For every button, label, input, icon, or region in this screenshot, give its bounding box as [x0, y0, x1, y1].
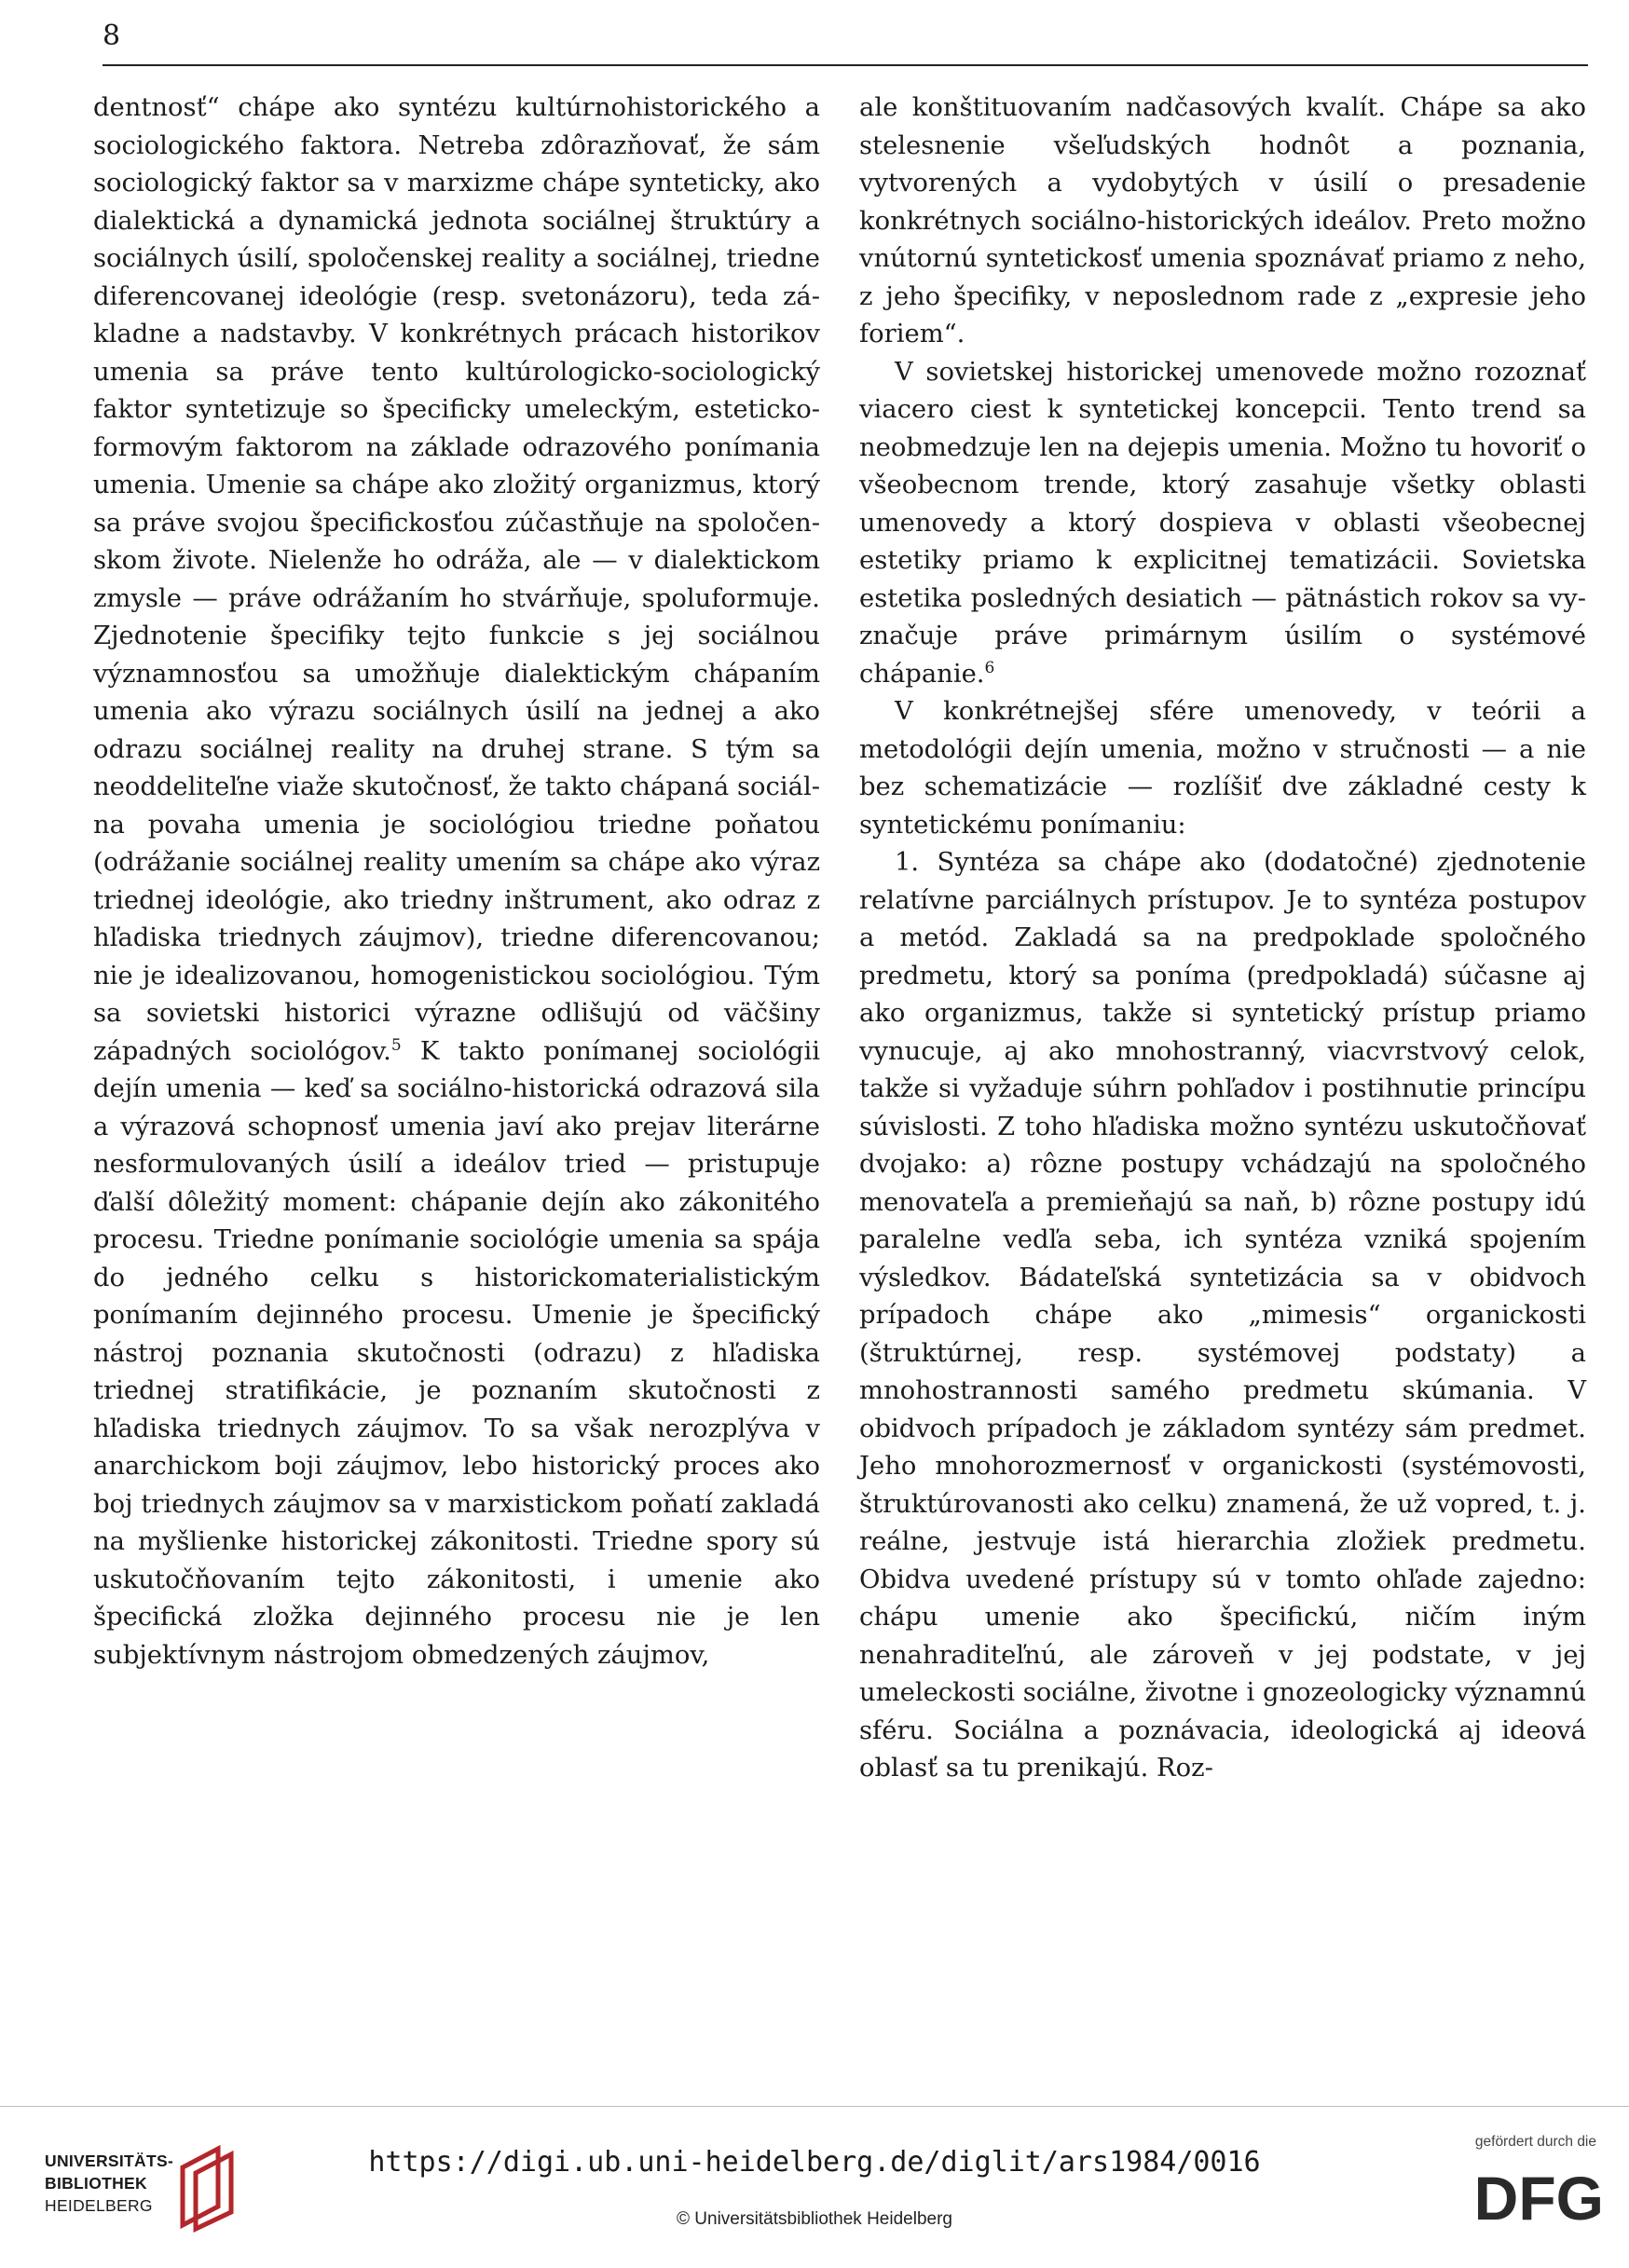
dfg-logo-icon[interactable] — [1447, 2162, 1606, 2227]
footer-url-link[interactable]: https://digi.ub.uni-heidelberg.de/diglit/ars1984/0016 — [368, 2146, 1261, 2179]
library-name-line: UNIVERSITÄTS- — [45, 2152, 174, 2170]
footnote-marker: 5 — [390, 1035, 402, 1055]
paragraph-text: K takto ponímanej sociológii dejín umenia — keď sa sociálno-historická odrazová sila a výrazová schopnosť umenia javí ako prejav literárne nesformulovaných úsilí a ideálov tried — pristupuje ďalší dôležitý moment: chápanie dejín ako zákonitého procesu. Triedne ponímanie sociológie umenia sa spája do jedného celku s historickomaterialistickým ponímaním dejinného procesu. Umenie je špecifický nástroj poznania skutočnosti (odrazu) z hľadiska triednej stratifikácie, je poznaním skutočnosti z hľadiska triednych záujmov. To sa však nerozplýva v anarchickom boji záujmov, lebo historický proces ako boj triednych záujmov sa v marxistickom poňatí zakladá na myšlienke historickej zákonitosti. Triedne spory sú uskutočňovaním tejto zákonitosti, i umenie ako špecifická zložka dejinného procesu nie je len subjektívnym nástrojom obmedzených záujmov, — [93, 1036, 820, 1670]
paragraph: V konkrétnejšej sfére umenovedy, v teórii a metodológii dejín umenia, možno v stručnosti — a nie bez schematizácie — rozlíšiť dve základné cesty k syntetickému ponímaniu: — [859, 697, 1586, 840]
paragraph-text: V sovietskej historickej umenovede možno rozoznať viacero ciest k syntetickej koncepcii. Tento trend sa neobmedzuje len na dejepis umenia. Možno tu hovoriť o všeobecnom trende, ktorý zasahuje všetky oblasti umenovedy a ktorý dospieva v oblasti všeobecnej estetiky priamo k explicitnej tematizácii. Sovietska estetika posledných desiatich — pätnástich rokov sa vyznačuje práve primárnym úsilím o systémové chápanie. — [859, 357, 1586, 689]
page-number: 8 — [103, 20, 121, 52]
right-column — [859, 89, 1586, 1788]
footer-copyright: © Universitätsbibliothek Heidelberg — [677, 2209, 952, 2229]
footnote-marker: 6 — [984, 658, 995, 677]
paragraph — [859, 354, 1586, 694]
paragraph — [93, 89, 820, 1674]
library-name-line: HEIDELBERG — [45, 2196, 153, 2215]
library-name-line: BIBLIOTHEK — [45, 2174, 147, 2193]
paragraph: 1. Syntéza sa chápe ako (dodatočné) zjednotenie relatívne parciálnych prístupov. Je to syntéza postupov a metód. Zakladá sa na predpoklade spoločného predmetu, ktorý sa poníma (predpokladá) súčasne aj ako organizmus, takže si syntetický prístup priamo vynucuje, aj ako mnohostranný, viacvrstvový celok, takže si vyžaduje súhrn pohľadov i postihnutie princípu súvislosti. Z toho hľadiska možno syntézu uskutočňovať dvojako: a) rôzne postupy vchádzajú na spoločného menovateľa a premieňajú sa naň, b) rôzne postupy idú paralelne vedľa seba, ich syntéza vzniká spojením výsledkov. Bádateľská syntetizácia sa v obidvoch prípadoch chápe ako „mimesis“ organickosti (štruktúrnej, resp. systémovej podstaty) a mnohostrannosti samého predmetu skúmania. V obidvoch prípadoch je základom syntézy sám predmet. Jeho mnohorozmernosť v organickosti (systémovosti, štruktúrovanosti ako celku) znamená, že už vopred, t. j. reálne, jestvuje istá hierarchia zložiek predmetu. Obidva uvedené prístupy sú v tomto ohľade zajedno: chápu umenie ako špecifickú, ničím iným nenahraditeľnú, ale zároveň v jej podstate, v jej umeleckosti sociálne, životne i gnozeologicky významnú sféru. Sociálna a poznávacia, ideologická aj ideová oblasť sa tu prenikajú. Roz- — [859, 848, 1587, 1783]
left-column — [93, 89, 820, 1674]
dfg-logo-text: DFG — [1473, 2164, 1604, 2227]
footer — [0, 2106, 1629, 2268]
paragraph-text: dentnosť“ chápe ako syntézu kultúrnohistorického a sociologického faktora. Netreba zdôrazňovať, že sám sociologický faktor sa v marxizme chápe synteticky, ako dialektická a dynamická jednota sociálnej štruktúry a sociálnych úsilí, spoločenskej reality a sociálnej, triedne diferencovanej ideológie (resp. svetonázoru), teda základne a nadstavby. V konkrétnych prácach historikov umenia sa práve tento kultúrologicko-sociologický faktor syntetizuje so špecificky umeleckým, esteticko-formovým faktorom na základe odrazového ponímania umenia. Umenie sa chápe ako zložitý organizmus, ktorý sa práve svojou špecifickosťou zúčastňuje na spoločenskom živote. Nielenže ho odráža, ale — v dialektickom zmysle — práve odrážaním ho stvárňuje, spoluformuje. Zjednotenie špecifiky tejto funkcie s jej sociálnou významnosťou sa umožňuje dialektickým chápaním umenia ako výrazu sociálnych úsilí na jednej a ako odrazu sociálnej reality na druhej strane. S tým sa neoddeliteľne viaže skutočnosť, že takto chápaná sociálna povaha umenia je sociológiou triedne poňatou (odrážanie sociálnej reality umením sa chápe ako výraz triednej ideológie, ako triedny inštrument, ako odraz z hľadiska triednych záujmov), triedne diferencovanou; nie je idealizovanou, homogenistickou sociológiou. Tým sa sovietski historici výrazne odlišujú od väčšiny západných sociológov. — [93, 93, 820, 1066]
header-rule — [103, 64, 1588, 66]
funder-label: gefördert durch die — [1474, 2134, 1596, 2150]
footer-rule — [0, 2106, 1629, 2107]
paragraph: ale konštituovaním nadčasových kvalít. Chápe sa ako stelesnenie všeľudských hodnôt a poznania, vytvorených a vydobytých v úsilí o presadenie konkrétnych sociálno-historických ideálov. Preto možno vnútornú syntetickosť umenia spoznávať priamo z neho, z jeho špecifiky, v neposlednom rade z „expresie jeho foriem“. — [859, 93, 1586, 348]
